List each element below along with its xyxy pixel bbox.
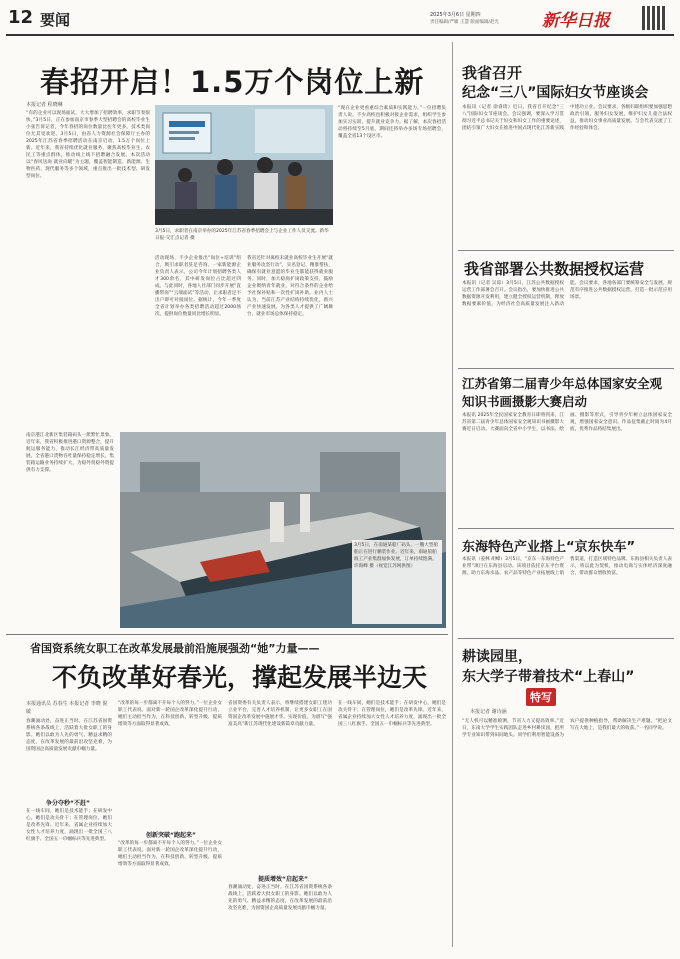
- right-headline-2: 我省部署公共数据授权运营: [464, 260, 645, 278]
- right-body-3: 本报讯 2025年全民国家安全教育日即将到来，江苏省第二届青少年总体国家安全观知识书画摄影大赛近日启动。大赛面向全省中小学生，以书法、绘画、摄影等形式，引导青少年树立总体国家安全观，增强国家安全意识。作品征集截止时间为4月底，优秀作品将结集展出。: [462, 413, 672, 432]
- section-divider: [6, 634, 448, 635]
- feature-subhead-1: 争分夺秒“不赶”: [46, 800, 90, 807]
- feature-headline: 不负改革好春光，撑起发展半边天: [52, 663, 428, 692]
- feature-tag: 特写: [526, 688, 556, 706]
- qr-code-icon: [642, 6, 666, 30]
- page-header: [6, 4, 674, 34]
- feature-subhead-3: 提质增效“启起来”: [258, 876, 308, 883]
- date-line: 2025年3月6日 星期四: [430, 12, 481, 18]
- lead-byline: 本报记者 程晓琳: [26, 102, 63, 108]
- lead-col-1: “有的企业可以现场面试，大大增加了招聘效率，求职节奏很快。”3月5日，正在参加南京市春季大型招聘会的高校毕业生小张告诉记者，今年春招的岗位数量比往年更多，技术类岗位尤其受欢迎。3月5日，由省人力资源社会保障厅主办的2025年江苏省春季招聘活动在南京启动，1.5万个岗位上新。近年来，我省持续优化就业服务，聚焦高校毕业生、农民工等重点群体，推动线上线下招聘融合发展。本次活动以“春风送岗 就业向暖”为主题，覆盖智能制造、新能源、生物医药、现代服务等多个领域，重点推出一批技术型、研发型岗位。: [26, 111, 150, 179]
- feature-kicker: 省国资系统女职工在改革发展最前沿施展强劲“她”力量——: [30, 642, 320, 655]
- page-number: 12: [8, 7, 34, 28]
- feature-col-4: 省国资委有关负责人表示，将继续搭建女职工建功立业平台，完善人才培养机制，让更多女职工在国资国企改革发展中施展才华、实现价值，为谱写“强富美高”新江苏现代化建设新篇章贡献力量。: [228, 701, 332, 727]
- lead-col-4: “现在企业更看重综合素质和实践能力。”一位招聘负责人说。不少高校也积极对接企业需求，组织学生参加实习实训，提升就业竞争力。据了解，本次春招活动将持续至5月底，期间还将举办多场专场招聘会，覆盖全省13个设区市。: [338, 106, 446, 139]
- header-rule: [6, 34, 674, 36]
- right-divider-3: [458, 528, 674, 529]
- right-divider-4: [458, 638, 674, 639]
- right-byline-5: 本报记者 谢诗涵: [470, 709, 507, 715]
- feature-col-3b: “改革的每一步都离不开每个人的努力。”一位企业女职工代表说。面对新一轮国企改革深化提升行动，她们主动担当作为，在科技创新、转型升级、提质增效等方面取得显著成效。: [118, 841, 222, 867]
- right-headline-5a: 耕读园里，: [462, 649, 532, 665]
- right-divider-1: [458, 250, 674, 251]
- job-fair-illustration: [155, 105, 333, 225]
- feature-col-3: “改革的每一步都离不开每个人的努力。”一位企业女职工代表说。面对新一轮国企改革深化提升行动，她们主动担当作为，在科技创新、转型升级、提质增效等方面取得显著成效。: [118, 701, 222, 727]
- right-body-4: 本报讯（姜林 胡峰）3月5日，“京东一东海特色产业带”项目在东海县启动。该项目依托京东平台资源，助力东海水晶、农产品等特色产业拓展线上销售渠道，打造区域特色品牌。东海县相关负责人表示，将以此为契机，推动电商与实体经济深度融合，带动群众增收致富。: [462, 557, 672, 576]
- middle-col: 南京港江北新区集装箱码头一派繁忙景象。近年来，我省积极推进港口资源整合，提升航运服务能力，推动长江经济带高质量发展。全省港口货物吞吐量保持稳定增长，集装箱运输业务持续扩大，为稳外贸稳外资提供有力支撑。: [26, 433, 114, 473]
- shipyard-photo-caption: 3月5日，在南通某船厂码头，一艘大型船舶正在进行舾装作业。近年来，南通船舶海工产业集群加快发展，订单持续饱满。许海峰 摄（视觉江苏网供图）: [352, 540, 442, 624]
- feature-subhead-2: 创新突破“跑起来”: [146, 832, 196, 839]
- masthead: 新华日报: [542, 11, 610, 31]
- column-divider: [452, 42, 453, 947]
- lead-col-2: 活动现场，不少企业推出“岗位+培训”组合，吸引求职者驻足咨询。一家新能源企业负责人表示，公司今年计划招聘各类人才300余名，其中研发岗位占比超过四成。与此同时，各地人社部门同步开展“直播带岗”“云端面试”等活动，让求职者足不出户即可对接岗位。据统计，今年一季度全省计划举办各类招聘活动超过2000场次，提供岗位数量同比增长明显。: [155, 256, 241, 317]
- right-headline-5b: 东大学子带着技术“上春山”: [462, 669, 635, 685]
- editor-line: 责任编辑/严啸 王慧 版面编辑/赵光: [430, 20, 499, 25]
- lead-photo-caption: 3月5日，求职者在南京举办的2025年江苏省春季招聘会上与企业工作人员交流。新华日报·交汇点记者 摄: [155, 229, 329, 241]
- right-headline-3a: 江苏省第二届青少年总体国家安全观: [462, 376, 663, 391]
- right-headline-3b: 知识书画摄影大赛启动: [462, 394, 588, 409]
- lead-photo: [155, 105, 333, 225]
- right-body-5: “无人机可以精准喷洒，节省人力又提高效率。”近日，东南大学学生实践团队走进乡村耕读园，把所学专业知识带到田间地头。同学们利用智能设备为农户提供种植指导，帮助解决生产难题。“把论文写在大地上，是我们最大的收获。”一名同学说。: [462, 719, 672, 738]
- right-body-2: 本报讯（记者 吴琼）3月5日，江苏公共数据授权运营工作部署会召开。会议指出，要加快推进公共数据资源开发利用，建立健全授权运营机制，释放数据要素价值，为经济社会高质量发展注入新动能。会议要求，各地各部门要统筹安全与发展，规范有序推进公共数据授权运营，打造一批示范应用场景。: [462, 281, 672, 307]
- feature-col-1: 春潮涌动处，奋进正当时。在江苏省国资系统各条战线上，活跃着大批女职工的身影。她们以敢为人先的勇气、精益求精的态度，在改革发展的最前沿攻坚克难，为国资国企高质量发展贡献巾帼力量。: [26, 719, 112, 752]
- right-body-1: 本报讯（记者 徐睿琦）近日，我省召开纪念“三八”国际妇女节座谈会。会议强调，要深入学习贯彻习近平总书记关于妇女和妇女工作的重要论述，团结引领广大妇女在推进中国式现代化江苏新实践中建功立业。会议要求，各级妇联组织要加强思想政治引领，服务妇女发展，维护妇女儿童合法权益，推动妇女事业高质量发展。与会代表交流了工作经验和体会。: [462, 105, 672, 131]
- section-label: 要闻: [40, 11, 71, 29]
- lead-col-3: 我省还针对离校未就业高校毕业生开展“就业服务攻坚行动”，实名登记、精准帮扶，确保有就业意愿的毕业生都能获得就业服务。同时，加大稳岗扩岗政策支持，鼓励企业吸纳青年就业，对符合条件的企业给予社保补贴和一次性扩岗补助。业内人士认为，当前江苏产业结构持续优化，新兴产业快速发展，为各类人才提供了广阔舞台，就业市场总体保持稳定。: [247, 256, 333, 317]
- right-headline-4: 东海特色产业搭上“京东快车”: [462, 540, 636, 555]
- right-headline-1b: 纪念“三八”国际妇女节座谈会: [462, 85, 649, 101]
- right-headline-1a: 我省召开: [462, 64, 523, 82]
- right-divider-2: [458, 368, 674, 369]
- feature-col-5: 在一线车间，她们是技术能手；在研发中心，她们是攻关骨干；在管理岗位，她们是改革先锋。近年来，省属企业持续加大女性人才培养力度，涌现出一批全国三八红旗手、全国五一巾帼标兵等先进典型。: [338, 701, 446, 727]
- feature-col-2: 在一线车间，她们是技术能手；在研发中心，她们是攻关骨干；在管理岗位，她们是改革先锋。近年来，省属企业持续加大女性人才培养力度，涌现出一批全国三八红旗手、全国五一巾帼标兵等先进典型。: [26, 809, 112, 842]
- lead-headline: 春招开启！1.5万个岗位上新: [40, 65, 425, 99]
- feature-byline: 本报通讯员 苏春生 本报记者 李晓 倪敏: [26, 701, 108, 715]
- feature-col-4b: 春潮涌动处，奋进正当时。在江苏省国资系统各条战线上，活跃着大批女职工的身影。她们以敢为人先的勇气、精益求精的态度，在改革发展的最前沿攻坚克难，为国资国企高质量发展贡献巾帼力量。: [228, 885, 332, 911]
